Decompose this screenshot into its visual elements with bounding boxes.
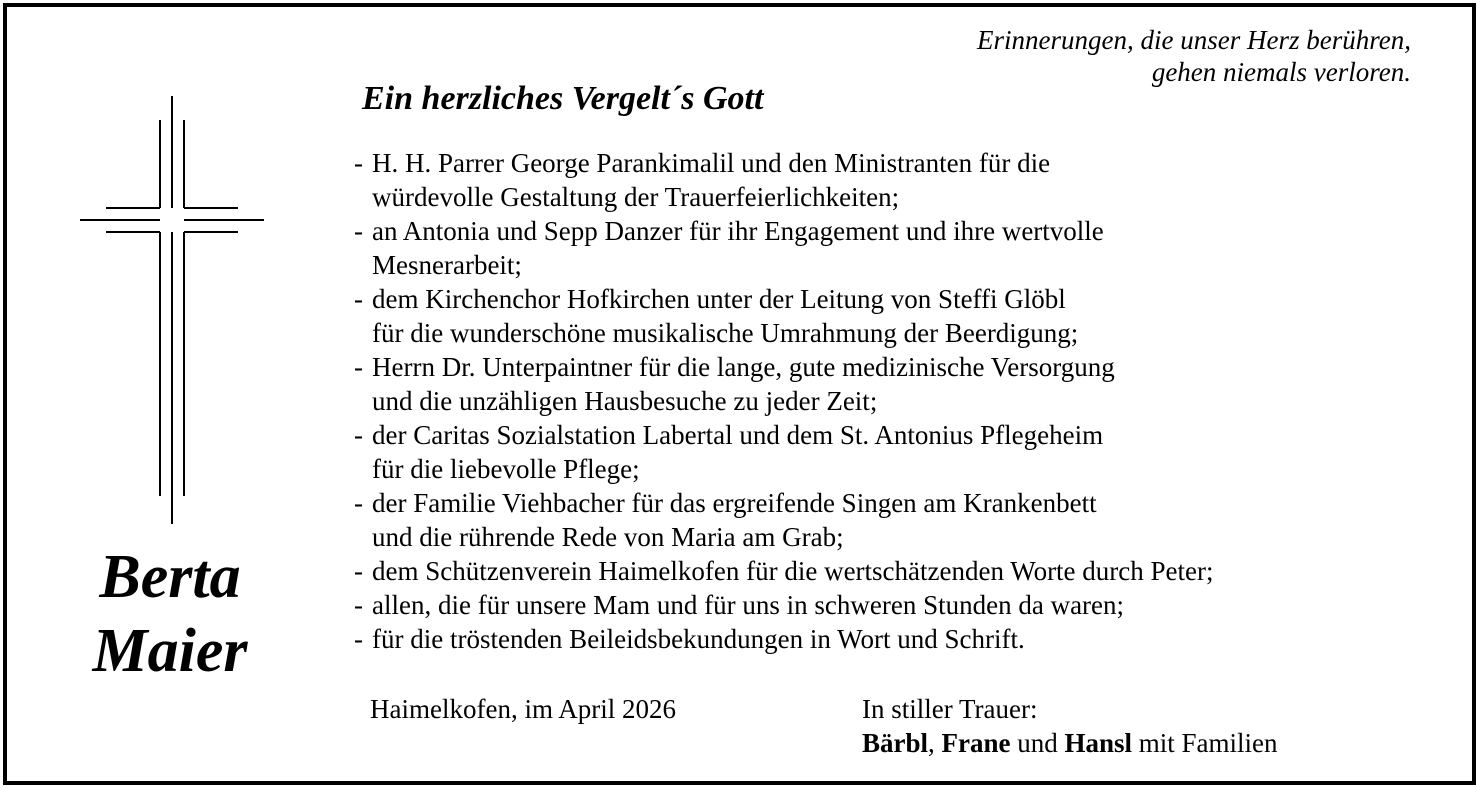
list-item-line-1: H. H. Parrer George Parankimalil und den Ministranten für die bbox=[372, 148, 1051, 178]
mourners-block bbox=[862, 692, 1278, 760]
list-item-line-1: allen, die für unsere Mam und für uns in schweren Stunden da waren; bbox=[372, 590, 1125, 620]
list-item bbox=[354, 214, 1404, 282]
mourner-name: Hansl bbox=[1064, 728, 1133, 758]
mourners-intro: In stiller Trauer: bbox=[862, 694, 1038, 724]
thanks-heading: Ein herzliches Vergelt´s Gott bbox=[362, 80, 764, 117]
list-dash: - bbox=[354, 420, 363, 450]
list-item bbox=[354, 622, 1404, 656]
deceased-last-name: Maier bbox=[92, 617, 248, 685]
list-item bbox=[354, 486, 1404, 554]
mourners-names bbox=[862, 726, 1278, 760]
list-item bbox=[354, 554, 1404, 588]
list-item bbox=[354, 588, 1404, 622]
list-item-line-1: für die tröstenden Beileidsbekundungen in Wort und Schrift. bbox=[372, 624, 1025, 654]
name-separator: , bbox=[928, 728, 942, 758]
list-item-line-1: der Caritas Sozialstation Labertal und dem St. Antonius Pflegeheim bbox=[372, 420, 1104, 450]
mourner-name: Bärbl bbox=[862, 728, 929, 758]
quote-line-2: gehen niemals verloren. bbox=[1151, 57, 1411, 87]
list-dash: - bbox=[354, 488, 363, 518]
list-dash: - bbox=[354, 556, 363, 586]
thanks-list bbox=[354, 146, 1404, 656]
cross-icon bbox=[80, 96, 264, 524]
list-item-line-1: dem Schützenverein Haimelkofen für die wertschätzenden Worte durch Peter; bbox=[372, 556, 1214, 586]
quote-line-1: Erinnerungen, die unser Herz berühren, bbox=[977, 25, 1411, 55]
list-dash: - bbox=[354, 284, 363, 314]
list-dash: - bbox=[354, 624, 363, 654]
list-item bbox=[354, 350, 1404, 418]
list-dash: - bbox=[354, 148, 363, 178]
list-item-line-2: und die rührende Rede von Maria am Grab; bbox=[372, 522, 844, 552]
list-dash: - bbox=[354, 216, 363, 246]
mourners-suffix: mit Familien bbox=[1132, 728, 1278, 758]
name-separator: und bbox=[1010, 728, 1065, 758]
list-item-line-2: für die liebevolle Pflege; bbox=[372, 454, 640, 484]
list-item-line-1: der Familie Viehbacher für das ergreifende Singen am Krankenbett bbox=[372, 488, 1097, 518]
list-item-line-1: Herrn Dr. Unterpaintner für die lange, gute medizinische Versorgung bbox=[372, 352, 1115, 382]
mourner-name: Frane bbox=[941, 728, 1011, 758]
list-dash: - bbox=[354, 352, 363, 382]
list-item-line-1: an Antonia und Sepp Danzer für ihr Engagement und ihre wertvolle bbox=[372, 216, 1104, 246]
list-item-line-1: dem Kirchenchor Hofkirchen unter der Leitung von Steffi Glöbl bbox=[372, 284, 1066, 314]
list-item-line-2: Mesnerarbeit; bbox=[372, 250, 522, 280]
list-item bbox=[354, 418, 1404, 486]
list-item bbox=[354, 146, 1404, 214]
memorial-quote bbox=[977, 24, 1411, 88]
list-item-line-2: würdevolle Gestaltung der Trauerfeierlichkeiten; bbox=[372, 182, 900, 212]
list-item-line-2: und die unzähligen Hausbesuche zu jeder Zeit; bbox=[372, 386, 878, 416]
place-date: Haimelkofen, im April 2026 bbox=[370, 694, 676, 724]
list-dash: - bbox=[354, 590, 363, 620]
deceased-first-name: Berta bbox=[99, 543, 241, 611]
list-item bbox=[354, 282, 1404, 350]
list-item-line-2: für die wunderschöne musikalische Umrahmung der Beerdigung; bbox=[372, 318, 1079, 348]
